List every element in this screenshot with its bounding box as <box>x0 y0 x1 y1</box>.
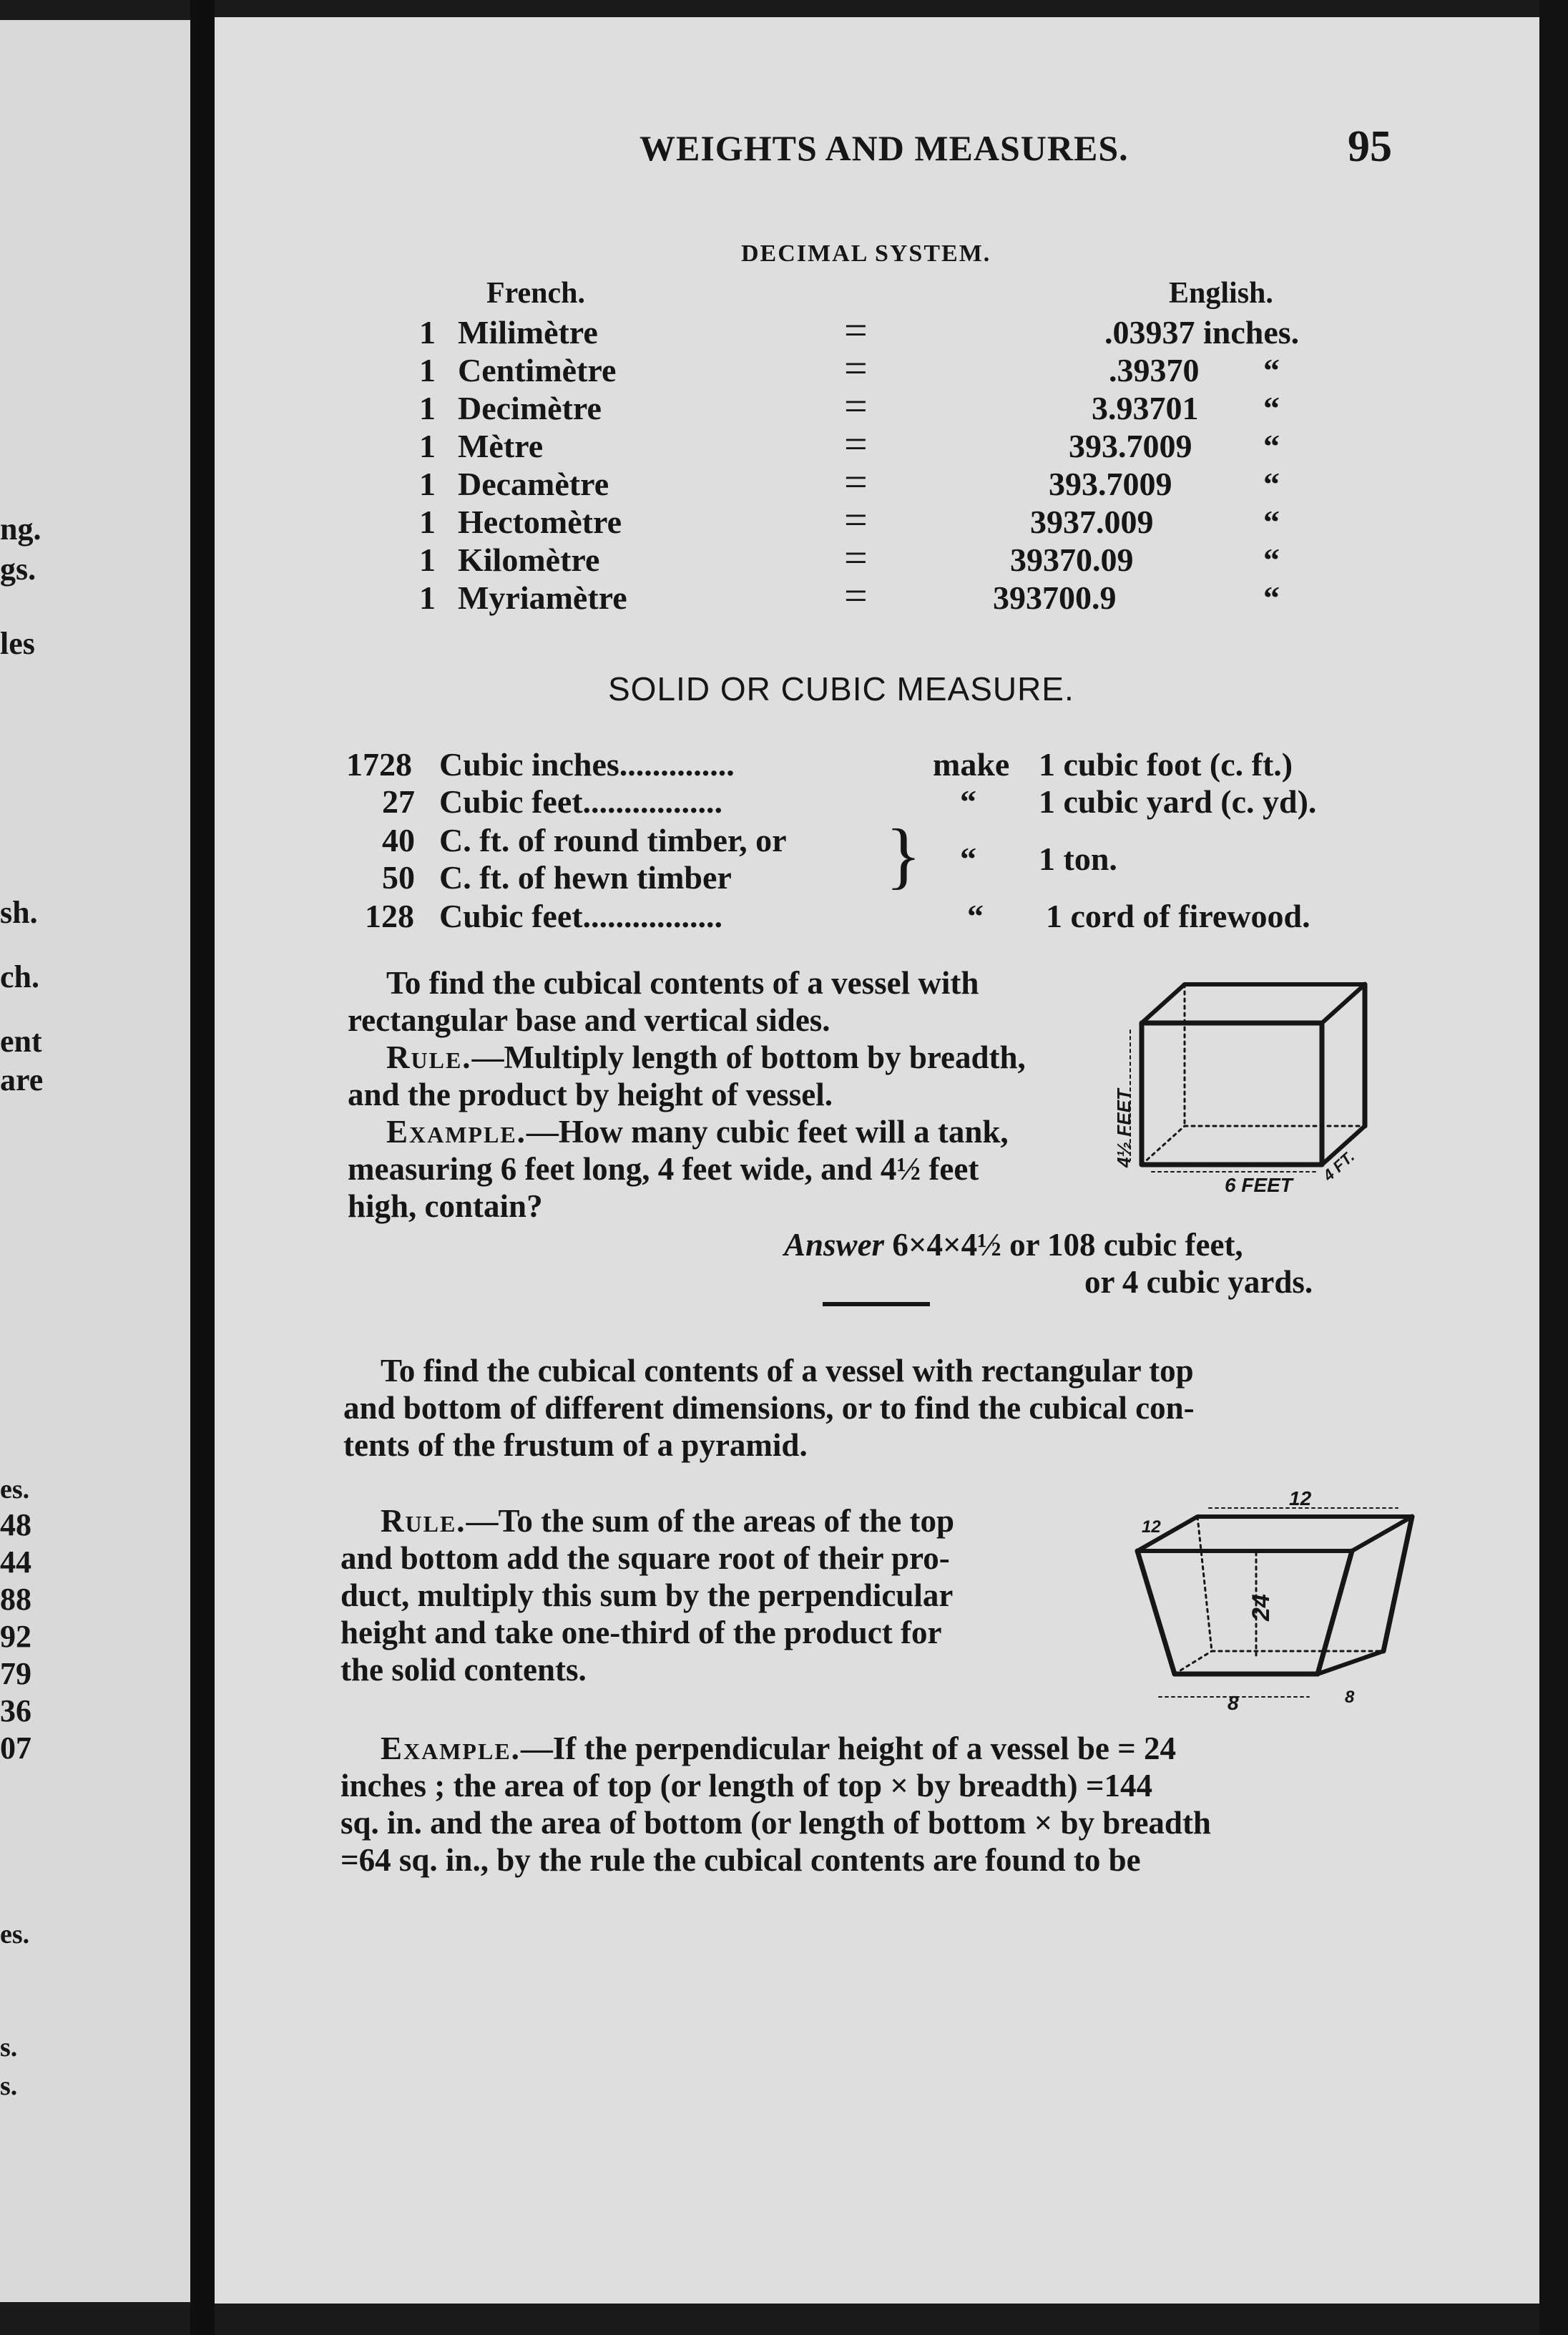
frustum-intro-line: To find the cubical contents of a vessel with rectangular top <box>381 1353 1194 1389</box>
cubic-num: 128 <box>365 898 414 934</box>
ditto-mark: “ <box>1263 466 1280 502</box>
left-fragment: les <box>0 626 35 661</box>
left-page-edge <box>0 20 190 2302</box>
cubic-verb: “ <box>960 841 976 877</box>
left-fragment: gs. <box>0 552 36 587</box>
left-fragment: 36 <box>0 1693 31 1728</box>
frustum-rule-line: height and take one-third of the product for <box>340 1615 942 1650</box>
example-label: Example. <box>381 1731 521 1766</box>
answer-text: 6×4×4½ or 108 cubic feet, <box>884 1227 1243 1263</box>
left-fragment: ch. <box>0 959 39 994</box>
table-row-value: .39370 <box>1109 352 1200 388</box>
table-row-qty: 1 <box>419 466 436 502</box>
equals-sign: = <box>844 572 868 619</box>
cubic-result: 1 cubic yard (c. yd). <box>1039 783 1317 820</box>
answer-line: or 4 cubic yards. <box>1084 1264 1313 1300</box>
left-fragment: s. <box>0 2032 18 2062</box>
left-fragment: es. <box>0 1474 30 1504</box>
cubic-text: Cubic feet................. <box>439 898 723 934</box>
rect-intro-line: To find the cubical contents of a vessel with <box>386 965 979 1001</box>
french-column-header: French. <box>486 277 586 310</box>
left-fragment: 48 <box>0 1507 31 1542</box>
frustum-rule-line <box>381 1502 954 1539</box>
left-fragment: es. <box>0 1919 30 1949</box>
example-text: —If the perpendicular height of a vessel be = 24 <box>520 1731 1176 1766</box>
left-fragment: 88 <box>0 1582 31 1617</box>
height-label: 24 <box>1248 1594 1275 1621</box>
table-row-qty: 1 <box>419 579 436 616</box>
equals-sign: = <box>844 534 868 581</box>
answer-label: Answer <box>784 1227 885 1263</box>
ditto-mark: “ <box>1263 542 1280 578</box>
frustum-example-line: inches ; the area of top (or length of top × by breadth) =144 <box>340 1768 1153 1803</box>
cubic-result: 1 cubic foot (c. ft.) <box>1039 746 1293 783</box>
table-row-value: 393700.9 <box>993 579 1117 616</box>
rect-example-line <box>386 1113 1009 1150</box>
left-fragment: s. <box>0 2071 18 2101</box>
cubic-verb: make <box>933 746 1010 783</box>
ditto-mark: “ <box>1263 579 1280 616</box>
rule-text: —Multiply length of bottom by breadth, <box>471 1039 1026 1075</box>
equals-sign: = <box>844 345 868 391</box>
table-row-unit: Milimètre <box>458 314 598 351</box>
frustum-figure <box>1123 1475 1424 1718</box>
rule-label: Rule. <box>386 1039 472 1075</box>
rule-label: Rule. <box>381 1503 466 1539</box>
rule-text: —To the sum of the areas of the top <box>466 1503 955 1539</box>
table-row-value: 393.7009 <box>1049 466 1172 502</box>
example-label: Example. <box>386 1114 526 1150</box>
frustum-intro-line: tents of the frustum of a pyramid. <box>343 1427 808 1463</box>
equals-sign: = <box>844 307 868 353</box>
cubic-num: 27 <box>382 783 415 820</box>
table-row-qty: 1 <box>419 428 436 464</box>
ditto-mark: “ <box>1263 428 1280 464</box>
table-row-value: 3.93701 <box>1092 390 1199 426</box>
rect-rule-line: and the product by height of vessel. <box>348 1077 833 1112</box>
english-column-header: English. <box>1169 277 1273 310</box>
height-label: 4½ FEET <box>1113 1089 1135 1168</box>
equals-sign: = <box>844 496 868 543</box>
running-header: WEIGHTS AND MEASURES. <box>640 128 1129 168</box>
table-row-unit: Centimètre <box>458 352 617 388</box>
left-fragment: 44 <box>0 1545 31 1580</box>
decimal-system-title: DECIMAL SYSTEM. <box>741 240 991 267</box>
table-row-unit: Mètre <box>458 428 544 464</box>
cubic-text: Cubic inches.............. <box>439 746 735 783</box>
frustum-rule-line: the solid contents. <box>340 1652 587 1688</box>
table-row-qty: 1 <box>419 314 436 351</box>
table-row-value: 39370.09 <box>1010 542 1134 578</box>
table-row-qty: 1 <box>419 352 436 388</box>
page-95 <box>215 17 1539 2304</box>
table-row-value: 393.7009 <box>1069 428 1192 464</box>
top-width-label: 12 <box>1142 1517 1161 1537</box>
frustum-rule-line: duct, multiply this sum by the perpendicular <box>340 1577 954 1613</box>
cubic-text: C. ft. of hewn timber <box>439 859 732 896</box>
cubic-num: 1728 <box>346 746 412 783</box>
example-text: —How many cubic feet will a tank, <box>526 1114 1009 1150</box>
table-row-qty: 1 <box>419 542 436 578</box>
length-label: 6 FEET <box>1225 1174 1293 1196</box>
cubic-result: 1 ton. <box>1039 841 1117 877</box>
left-fragment: 79 <box>0 1656 31 1691</box>
equals-sign: = <box>844 459 868 505</box>
rect-rule-line <box>386 1039 1026 1076</box>
cubic-result: 1 cord of firewood. <box>1046 898 1310 934</box>
rectangular-tank-figure <box>1113 956 1403 1199</box>
equals-sign: = <box>844 383 868 429</box>
left-fragment: are <box>0 1062 44 1097</box>
equals-sign: = <box>844 421 868 467</box>
table-row-qty: 1 <box>419 504 436 540</box>
answer-line <box>784 1226 1243 1263</box>
book-gutter <box>190 0 215 2335</box>
page-edge-shadow <box>1539 0 1568 2335</box>
cubic-verb: “ <box>960 783 976 820</box>
cubic-measure-title: SOLID OR CUBIC MEASURE. <box>608 670 1074 708</box>
frustum-example-line <box>381 1730 1176 1767</box>
rect-example-line: measuring 6 feet long, 4 feet wide, and 4½ feet <box>348 1151 979 1187</box>
table-row-qty: 1 <box>419 390 436 426</box>
table-row-unit: Hectomètre <box>458 504 622 540</box>
rect-intro-line: rectangular base and vertical sides. <box>348 1002 830 1038</box>
width-label: 4 FT. <box>1319 1147 1358 1185</box>
frustum-example-line: =64 sq. in., by the rule the cubical contents are found to be <box>340 1842 1141 1878</box>
bottom-length-label: 8 <box>1228 1692 1239 1714</box>
table-row-value: .03937 inches. <box>1104 314 1300 351</box>
left-fragment: ent <box>0 1024 42 1059</box>
table-row-unit: Decimètre <box>458 390 602 426</box>
left-fragment: 92 <box>0 1619 31 1654</box>
cubic-num: 40 <box>382 822 415 858</box>
left-fragment: sh. <box>0 895 38 930</box>
ditto-mark: “ <box>1263 352 1280 388</box>
rect-example-line: high, contain? <box>348 1188 543 1224</box>
table-row-value: 3937.009 <box>1030 504 1154 540</box>
right-brace: } <box>886 814 921 896</box>
cubic-num: 50 <box>382 859 415 896</box>
section-divider <box>823 1302 930 1306</box>
left-fragment: ng. <box>0 511 41 547</box>
left-fragment: 07 <box>0 1731 31 1766</box>
table-row-unit: Myriamètre <box>458 579 627 616</box>
table-row-unit: Kilomètre <box>458 542 600 578</box>
ditto-mark: “ <box>1263 504 1280 540</box>
frustum-example-line: sq. in. and the area of bottom (or length of bottom × by breadth <box>340 1805 1211 1841</box>
frustum-intro-line: and bottom of different dimensions, or to find the cubical con- <box>343 1390 1195 1426</box>
ditto-mark: “ <box>1263 390 1280 426</box>
frustum-rule-line: and bottom add the square root of their pro- <box>340 1540 950 1576</box>
cubic-text: Cubic feet................. <box>439 783 723 820</box>
table-row-unit: Decamètre <box>458 466 609 502</box>
bottom-width-label: 8 <box>1345 1688 1355 1707</box>
top-length-label: 12 <box>1289 1487 1312 1509</box>
cubic-text: C. ft. of round timber, or <box>439 822 787 858</box>
cubic-verb: “ <box>967 898 984 934</box>
page-number: 95 <box>1348 122 1392 171</box>
